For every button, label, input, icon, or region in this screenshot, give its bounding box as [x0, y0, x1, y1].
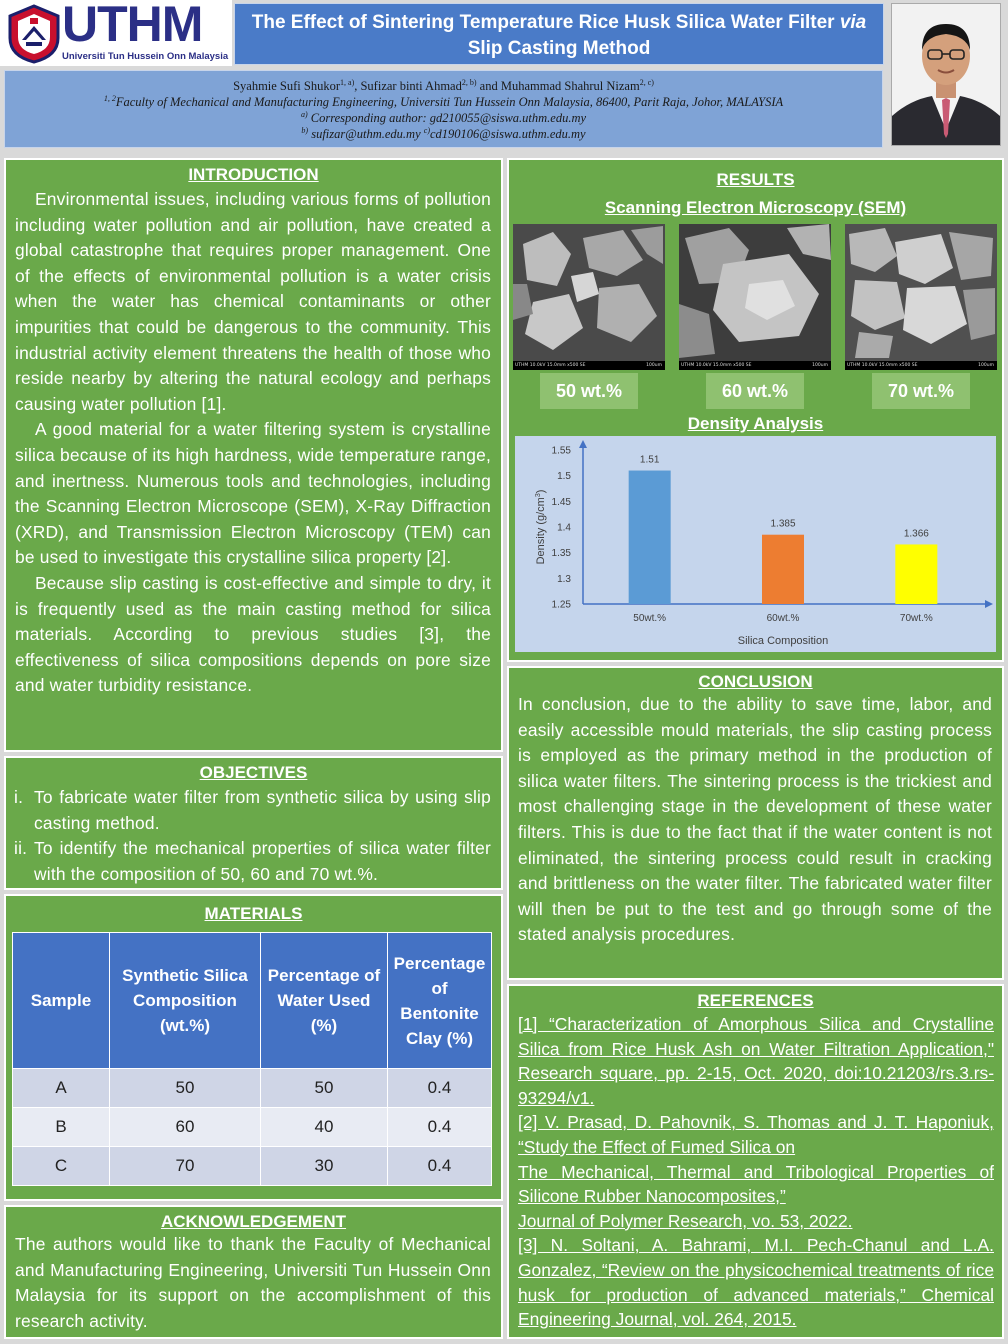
objective-item — [14, 836, 491, 887]
table-row — [13, 1069, 492, 1108]
results-heading: RESULTS — [716, 170, 795, 189]
email-b-sup: b) — [301, 125, 309, 135]
sem-image-50 — [513, 224, 665, 370]
table-cell: 0.4 — [388, 1108, 492, 1147]
y-tick-label: 1.55 — [551, 445, 571, 457]
portrait-icon — [892, 4, 1000, 145]
data-label: 1.385 — [770, 518, 796, 530]
sem-caption: UTHM 10.0kV 15.0mm x500 SE — [515, 363, 586, 368]
reference-item[interactable] — [518, 1209, 994, 1234]
table-cell: 30 — [261, 1147, 388, 1186]
sem-scale: 100um — [812, 363, 828, 368]
sem-micrograph — [845, 224, 997, 361]
objective-text: To identify the mechanical properties of silica water filter with the composition of 50, 60 and 70 wt.%. — [34, 838, 491, 884]
data-label: 1.366 — [903, 528, 929, 540]
author-3: and Muhammad Shahrul Nizam — [476, 79, 640, 93]
sem-caption-bar — [513, 361, 665, 370]
sem-micrograph — [513, 224, 665, 361]
corresponding-sup: a) — [300, 109, 308, 119]
author-1-sup: 1, a) — [340, 77, 355, 87]
references-heading: REFERENCES — [697, 991, 814, 1010]
references-list — [509, 1011, 1002, 1332]
reference-1[interactable]: [1] “Characterization of Amorphous Silica and Crystalline Silica from Rice Husk Ash on Water Filtration Application," Research square, pp. 2-15, Oct. 2020, doi:10.21203/rs.3.rs-93294/v1. — [518, 1014, 994, 1108]
references-panel — [507, 984, 1004, 1339]
table-cell: 0.4 — [388, 1147, 492, 1186]
y-tick-label: 1.3 — [557, 573, 571, 585]
data-label: 1.51 — [639, 454, 660, 466]
email-b: sufizar@uthm.edu.my — [308, 127, 424, 141]
y-tick-label: 1.4 — [557, 522, 571, 534]
bar — [895, 544, 937, 604]
corresponding-line — [5, 110, 882, 126]
x-tick-label: 50wt.% — [633, 613, 667, 624]
materials-heading: MATERIALS — [204, 904, 303, 923]
authors-block — [4, 70, 883, 148]
objective-item — [14, 785, 491, 836]
affiliation-sup: 1, 2 — [103, 93, 116, 103]
title-part2: Slip Casting Method — [467, 38, 651, 59]
density-chart — [515, 436, 996, 652]
density-chart-svg — [515, 436, 996, 652]
x-axis-arrow-icon — [985, 600, 993, 608]
sem-label-60: 60 wt.% — [706, 373, 804, 409]
logo-subtitle: Universiti Tun Hussein Onn Malaysia — [62, 51, 229, 62]
sem-scale: 100um — [646, 363, 662, 368]
author-2: , Sufizar binti Ahmad — [354, 79, 462, 93]
table-cell: B — [13, 1108, 110, 1147]
author-2-sup: 2, b) — [461, 77, 477, 87]
sem-caption-bar — [679, 361, 831, 370]
objective-marker: i. — [14, 787, 24, 807]
y-axis-title: Density $(g/cm^3)$ — [535, 489, 547, 565]
y-tick-label: 1.25 — [551, 599, 571, 611]
author-3-sup: 2, c) — [639, 77, 654, 87]
table-cell: 60 — [110, 1108, 261, 1147]
sem-heading: Scanning Electron Microscopy (SEM) — [604, 198, 907, 217]
sem-label-70: 70 wt.% — [872, 373, 970, 409]
sem-label-50: 50 wt.% — [540, 373, 638, 409]
table-header-row — [13, 933, 492, 1069]
table-row — [13, 1108, 492, 1147]
x-tick-label: 70wt.% — [899, 613, 933, 624]
authors-line — [5, 78, 882, 94]
acknowledgement-panel — [4, 1205, 503, 1339]
sem-image-60 — [679, 224, 831, 370]
table-cell: C — [13, 1147, 110, 1186]
reference-2[interactable]: [2] V. Prasad, D. Pahovnik, S. Thomas and J. T. Haponiuk, “Study the Effect of Fumed Silica on — [518, 1112, 994, 1157]
sem-caption-bar — [845, 361, 997, 370]
logo-wordmark: UTHM — [62, 0, 203, 52]
introduction-paragraph: Environmental issues, including various forms of pollution including water pollution and air pollution, have created a global catastrophe that requires proper management. One of the effects of environmental pollution is a water crisis when the water has chemical contaminants or other impurities that could be dangerous to the community. This industrial activity element threatens the health of those who reside nearby by altering the natural ecology and perhaps causing water pollution [1]. — [15, 189, 491, 414]
introduction-paragraph: A good material for a water filtering system is crystalline silica because of its high hardness, wide temperature range, and inertness. Numerous tools and technologies, including the Scanning Electron Microscope (SEM), X-Ray Diffraction (XRD), and Transmission Electron Microscopy (TEM) can be used to investigate this crystalline silica property [2]. — [15, 419, 491, 568]
materials-table — [12, 932, 492, 1186]
y-tick-label: 1.5 — [557, 471, 571, 483]
objectives-list — [6, 783, 501, 887]
objective-text: To fabricate water filter from synthetic silica by using slip casting method. — [34, 787, 491, 833]
table-cell: A — [13, 1069, 110, 1108]
introduction-paragraph: Because slip casting is cost-effective and simple to dry, it is frequently used as the main casting method for silica materials. According to previous studies [3], the effectiveness of silica compositions depends on pore size and water turbidity resistance. — [15, 572, 491, 696]
introduction-body — [6, 185, 501, 699]
y-axis-arrow-icon — [579, 440, 587, 448]
poster-title — [234, 3, 884, 65]
objective-marker: ii. — [14, 838, 28, 859]
conclusion-panel — [507, 666, 1004, 980]
objectives-heading: OBJECTIVES — [199, 763, 308, 782]
conclusion-heading: CONCLUSION — [698, 672, 813, 691]
title-via: via — [839, 12, 867, 33]
reference-item[interactable] — [518, 1160, 994, 1209]
y-tick-label: 1.35 — [551, 548, 571, 560]
column-header: Synthetic Silica Composition (wt.%) — [110, 933, 261, 1069]
density-heading: Density Analysis — [687, 414, 824, 433]
sem-caption: UTHM 10.0kV 15.0mm x500 SE — [847, 363, 918, 368]
sem-caption: UTHM 10.0kV 15.0mm x500 SE — [681, 363, 752, 368]
table-row — [13, 1147, 492, 1186]
email-c-sup: c) — [423, 125, 430, 135]
reference-2-journal[interactable]: Journal of Polymer Research, vo. 53, 2022. — [518, 1210, 853, 1231]
bar — [629, 471, 671, 604]
introduction-heading: INTRODUCTION — [188, 165, 319, 184]
reference-item[interactable] — [518, 1110, 994, 1159]
author-photo — [891, 3, 1001, 146]
table-cell: 40 — [261, 1108, 388, 1147]
objectives-panel — [4, 756, 503, 890]
crest-icon — [6, 4, 62, 64]
table-cell: 50 — [110, 1069, 261, 1108]
column-header: Sample — [13, 933, 110, 1069]
column-header: Percentage of Water Used (%) — [261, 933, 388, 1069]
reference-item[interactable] — [518, 1233, 994, 1331]
author-1: Syahmie Sufi Shukor — [233, 79, 341, 93]
bar — [762, 535, 804, 604]
conclusion-text: In conclusion, due to the ability to save time, labor, and easily accessible mould materials, the slip casting process is employed as the primary method in the production of silica water filters. The sintering process is the trickiest and most challenging stage in the development of these water filters. This is due to the fact that if the water content is not eliminated, the sintering process could result in cracking and brittleness on the water filter. The fabricated water filter will then be put to the test and go through some of the stated analysis procedures. — [518, 694, 992, 945]
x-tick-label: 60wt.% — [766, 613, 800, 624]
sem-micrograph — [679, 224, 831, 361]
sem-scale: 100um — [978, 363, 994, 368]
reference-item[interactable] — [518, 1012, 994, 1110]
reference-3[interactable]: [3] N. Soltani, A. Bahrami, M.I. Pech-Chanul and L.A. Gonzalez, “Review on the physicochemical treatments of rice husk for production of advanced materials,” Chemical Engineering Journal, vol. 264, 2015. — [518, 1235, 994, 1330]
emails-line — [5, 126, 882, 142]
introduction-panel — [4, 158, 503, 752]
title-part1: The Effect of Sintering Temperature Rice Husk Silica Water Filter — [251, 12, 840, 33]
affiliation: Faculty of Mechanical and Manufacturing Engineering, Universiti Tun Hussein Onn Malaysia, 86400, Parit Raja, Johor, MALAYSIA — [115, 95, 784, 109]
acknowledgement-text: The authors would like to thank the Faculty of Mechanical and Manufacturing Engineering, Universiti Tun Hussein Onn Malaysia for its support on the accomplishment of this research activity. — [15, 1234, 491, 1331]
reference-2-continued[interactable]: The Mechanical, Thermal and Tribological Properties of Silicone Rubber Nanocomposites,” — [518, 1161, 994, 1207]
email-c: cd190106@siswa.uthm.edu.my — [429, 127, 586, 141]
materials-panel — [4, 894, 503, 1201]
column-header: Percentage of Bentonite Clay (%) — [388, 933, 492, 1069]
affiliation-line — [5, 94, 882, 110]
corresponding-email: Corresponding author: gd210055@siswa.uthm.edu.my — [307, 111, 587, 125]
sem-image-70 — [845, 224, 997, 370]
university-logo — [0, 0, 232, 66]
acknowledgement-heading: ACKNOWLEDGEMENT — [160, 1212, 347, 1231]
table-cell: 70 — [110, 1147, 261, 1186]
y-tick-label: 1.45 — [551, 496, 571, 508]
table-cell: 0.4 — [388, 1069, 492, 1108]
x-axis-title: Silica Composition — [737, 635, 829, 647]
table-cell: 50 — [261, 1069, 388, 1108]
